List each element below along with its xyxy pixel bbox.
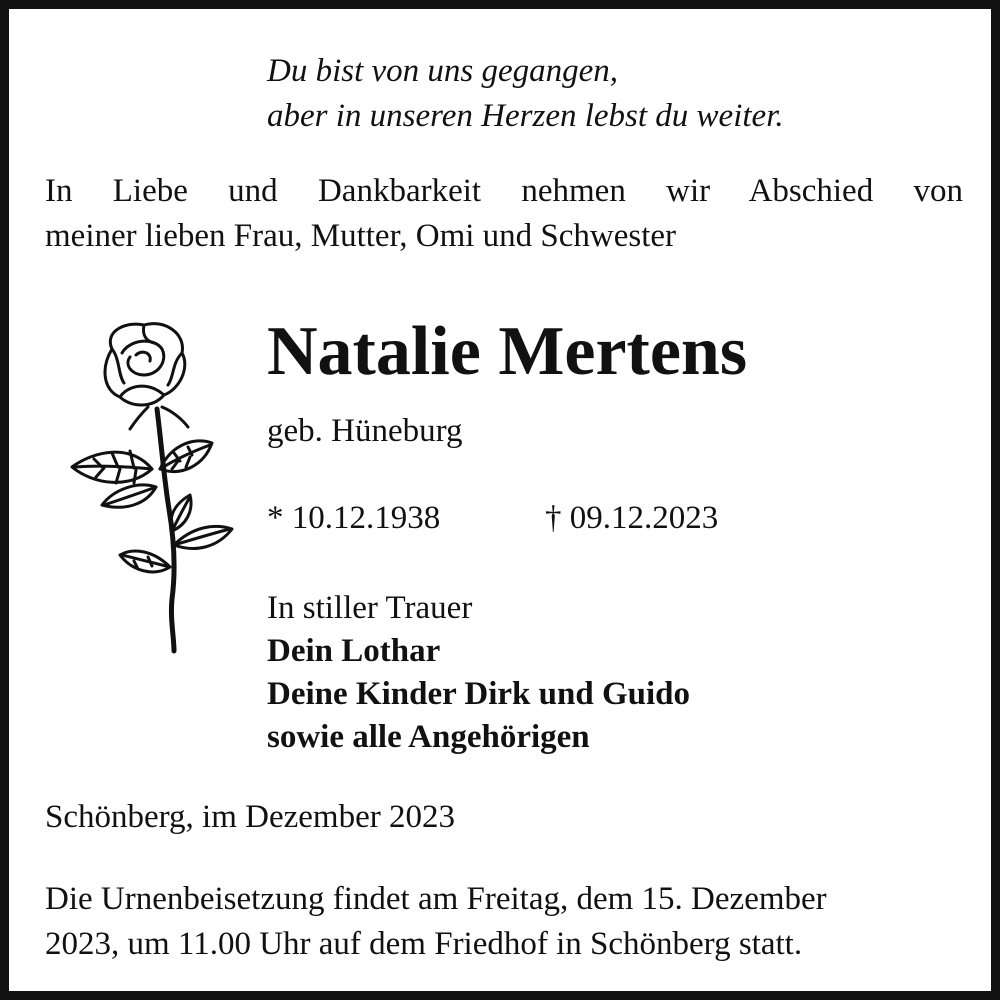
memorial-quote [267,49,784,139]
burial-notice [45,877,965,967]
farewell-intro [45,169,963,259]
mourner-line-2: Deine Kinder Dirk und Guido [267,676,690,712]
intro-line-1: In Liebe und Dankbarkeit nehmen wir Abschied von [45,173,963,209]
burial-line-2: 2023, um 11.00 Uhr auf dem Friedhof in Schönberg statt. [45,926,803,962]
quote-line-1: Du bist von uns gegangen, [267,53,619,89]
quote-line-2: aber in unseren Herzen lebst du weiter. [267,98,784,134]
burial-line-1: Die Urnenbeisetzung findet am Freitag, dem 15. Dezember [45,881,827,917]
life-dates [267,496,719,541]
death-date: † 09.12.2023 [545,500,719,536]
mourners-block [267,587,690,759]
mourning-intro: In stiller Trauer [267,590,473,626]
intro-line-2: meiner lieben Frau, Mutter, Omi und Schwester [45,218,677,254]
birth-date: * 10.12.1938 [267,500,441,536]
place-and-date: Schönberg, im Dezember 2023 [45,799,455,835]
mourner-line-1: Dein Lothar [267,633,441,669]
deceased-name: Natalie Mertens [267,313,748,390]
birth-name: geb. Hüneburg [267,413,463,449]
mourner-line-3: sowie alle Angehörigen [267,719,590,755]
rose-icon [64,319,244,659]
